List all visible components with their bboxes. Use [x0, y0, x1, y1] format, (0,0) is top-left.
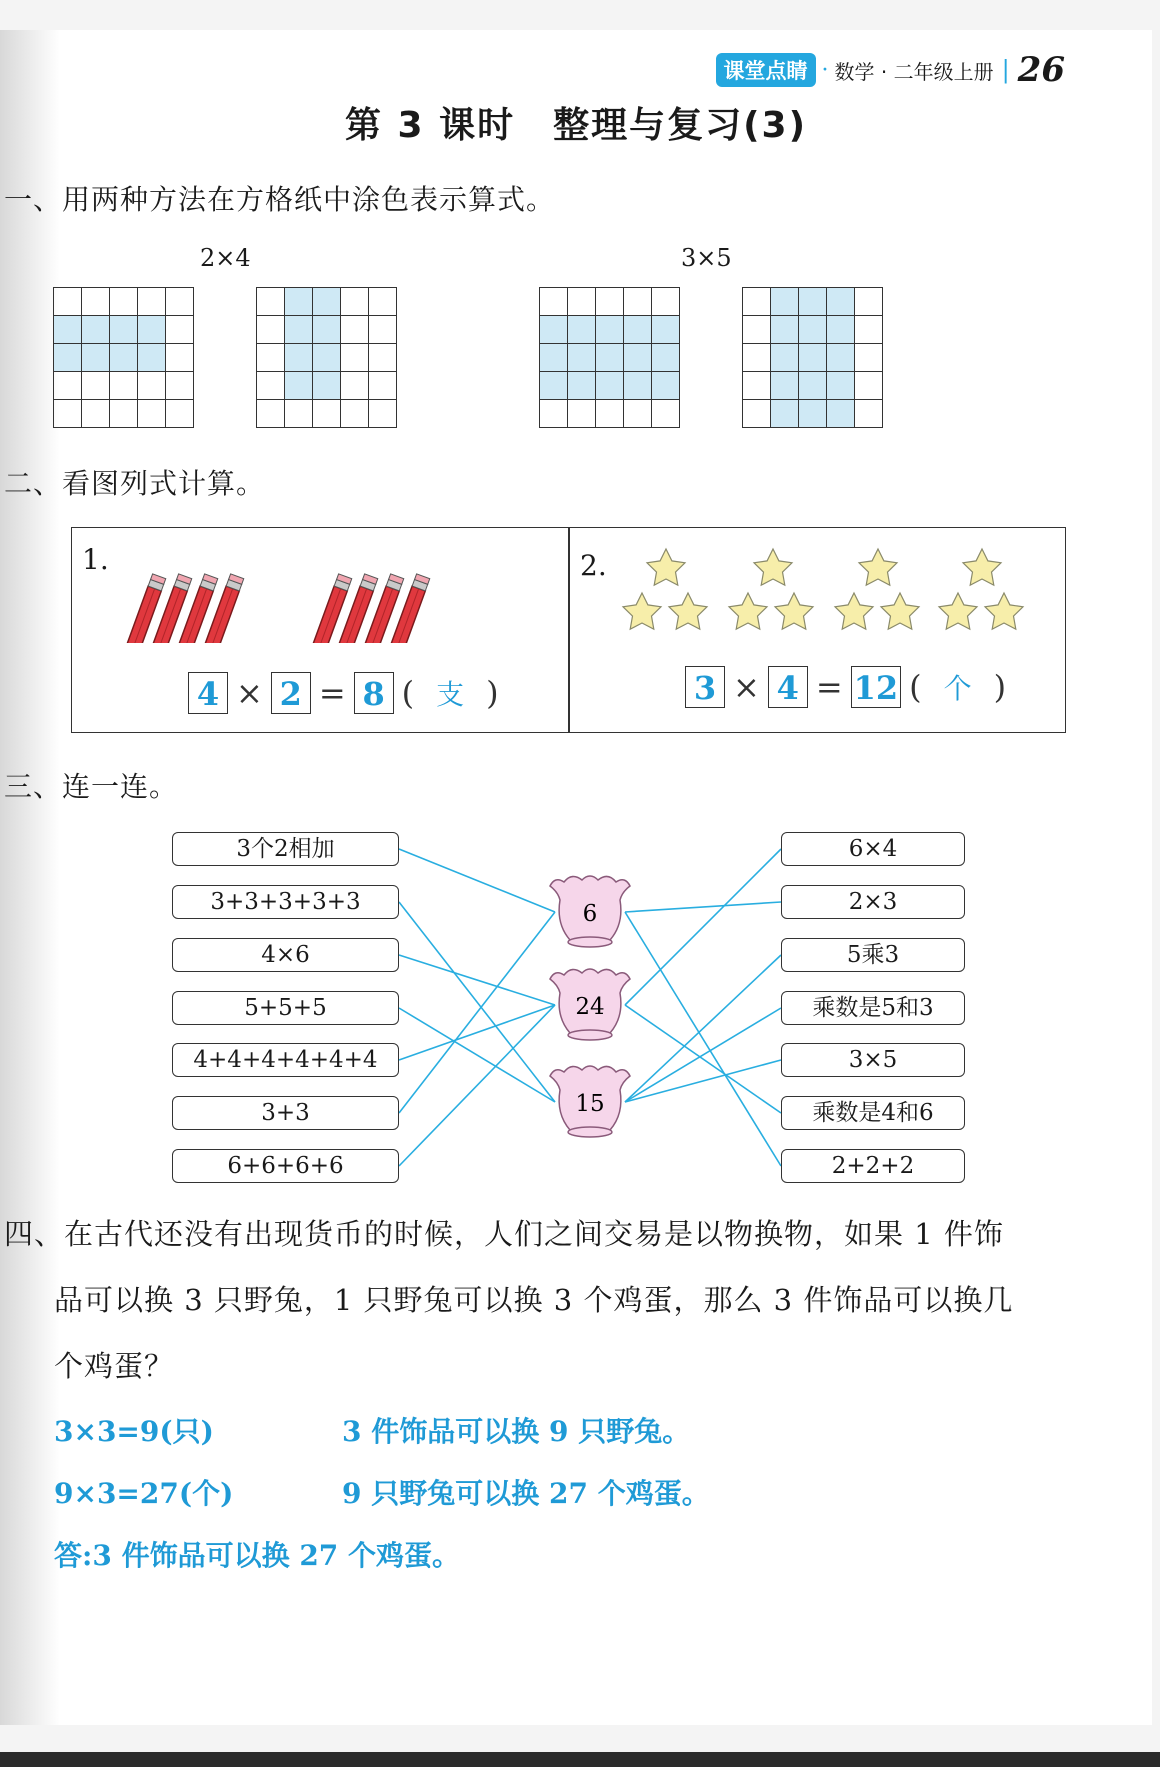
flower-pot-icon: [550, 969, 630, 1040]
match-line: [399, 849, 555, 912]
left-item: 4+4+4+4+4+4: [172, 1043, 399, 1077]
right-item: 乘数是5和3: [781, 991, 965, 1025]
pot-number: 24: [575, 994, 605, 1020]
times-sign: ×: [236, 674, 263, 712]
answer-box: 4: [188, 672, 228, 714]
match-line: [625, 849, 781, 1005]
match-line: [625, 955, 781, 1102]
flower-pot-icon: [550, 1066, 630, 1137]
right-item: 3×5: [781, 1043, 965, 1077]
answer-box: 4: [768, 666, 808, 708]
equals-sign: =: [318, 674, 346, 712]
calculation-note: 9 只野兔可以换 27 个鸡蛋。: [342, 1477, 710, 1510]
equals-sign: =: [815, 668, 843, 706]
answer-box: 3: [685, 666, 725, 708]
section-2-heading: 二、看图列式计算。: [4, 467, 266, 500]
left-item: 3+3: [172, 1096, 399, 1130]
calculation-step: 9×3=27(个): [54, 1477, 234, 1510]
answer-box: 2: [271, 672, 311, 714]
expression-3x5: 3×5: [681, 244, 732, 272]
header-dot: ·: [821, 57, 829, 83]
match-line: [399, 955, 555, 1005]
left-item: 5+5+5: [172, 991, 399, 1025]
times-sign: ×: [733, 668, 760, 706]
answer-box: 8: [354, 672, 394, 714]
answer-box: 12: [851, 666, 902, 708]
problem-1-number: 1.: [82, 543, 109, 576]
flower-pot-icon: [550, 876, 630, 947]
right-paren: ): [993, 668, 1007, 706]
match-line: [625, 912, 781, 1166]
right-item: 2+2+2: [781, 1149, 965, 1183]
expression-2x4: 2×4: [200, 244, 251, 272]
pot-number: 15: [575, 1091, 605, 1117]
right-paren: ): [486, 674, 499, 712]
calculation-step: 3×3=9(只): [54, 1415, 214, 1448]
header-subject: 数学 · 二年级上册: [834, 59, 994, 84]
unit-answer: 支: [436, 678, 465, 711]
lesson-title: 第 3 课时 整理与复习(3): [344, 105, 808, 146]
match-line: [399, 1008, 555, 1102]
left-item: 3+3+3+3+3: [172, 885, 399, 919]
section-4-question-line: 四、在古代还没有出现货币的时候，人们之间交易是以物换物，如果 1 件饰: [4, 1217, 1004, 1251]
section-3-heading: 三、连一连。: [4, 770, 179, 803]
calculation-note: 3 件饰品可以换 9 只野兔。: [342, 1415, 691, 1448]
final-answer: 答:3 件饰品可以换 27 个鸡蛋。: [54, 1539, 461, 1572]
pot-number: 6: [582, 901, 598, 927]
right-item: 乘数是4和6: [781, 1096, 965, 1130]
section-4-question-line: 个鸡蛋？: [54, 1349, 175, 1383]
unit-answer: 个: [943, 672, 972, 705]
page-number: 26: [1017, 50, 1065, 90]
right-item: 5乘3: [781, 938, 965, 972]
section-1-heading: 一、用两种方法在方格纸中涂色表示算式。: [4, 183, 556, 216]
match-line: [399, 1005, 555, 1166]
left-paren: (: [909, 668, 922, 706]
brand-badge: 课堂点睛: [716, 53, 816, 87]
section-4-question-line: 品可以换 3 只野兔，1 只野兔可以换 3 个鸡蛋，那么 3 件饰品可以换几: [54, 1283, 1014, 1317]
problem-2-number: 2.: [580, 549, 607, 582]
right-item: 6×4: [781, 832, 965, 866]
right-item: 2×3: [781, 885, 965, 919]
left-item: 6+6+6+6: [172, 1149, 399, 1183]
match-line: [399, 902, 555, 1102]
match-line: [625, 902, 781, 912]
header-separator: |: [1001, 56, 1010, 84]
flower-pots: [545, 870, 635, 1145]
left-item: 3个2相加: [172, 832, 399, 866]
left-paren: (: [401, 674, 415, 712]
left-item: 4×6: [172, 938, 399, 972]
